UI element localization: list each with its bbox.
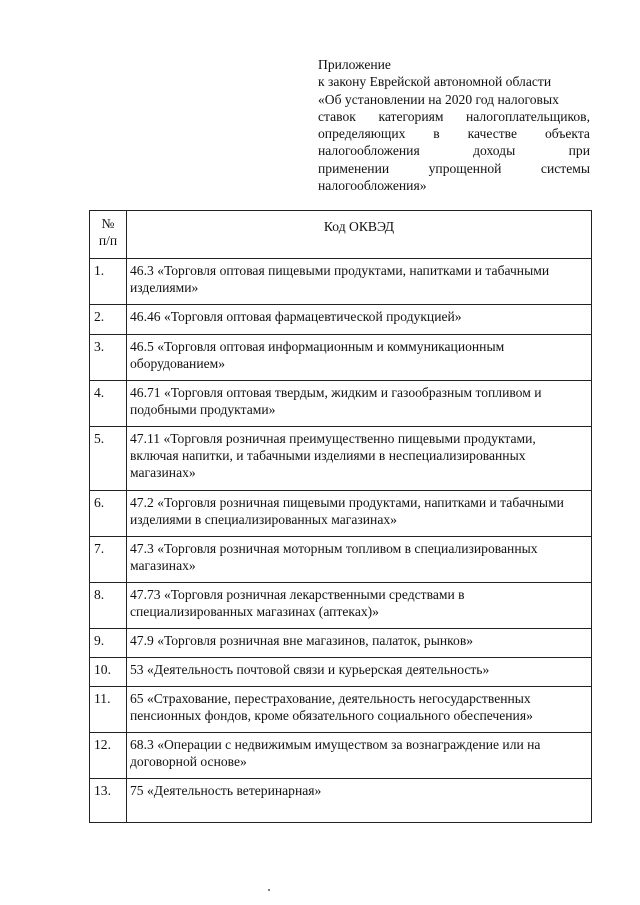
appendix-title: Приложение: [318, 57, 391, 72]
row-number: 10.: [90, 658, 127, 687]
row-number: 6.: [90, 491, 127, 537]
header-word: определяющих: [318, 126, 406, 142]
okved-code-text: 46.71 «Торговля оптовая твердым, жидким и газообразным топливом и подобными продуктами»: [127, 381, 592, 427]
header-word: применении: [318, 160, 390, 176]
header-word: объекта: [544, 126, 590, 142]
table-row: [90, 491, 592, 537]
appendix-law-name-line-4: [318, 142, 590, 159]
okved-code-text: 68.3 «Операции с недвижимым имуществом за вознаграждение или на договорной основе»: [127, 733, 592, 779]
header-word: качестве: [467, 126, 518, 142]
row-number: 1.: [90, 259, 127, 305]
row-number: 11.: [90, 687, 127, 733]
table-row: [90, 733, 592, 779]
table-row: [90, 658, 592, 687]
table-row: [90, 259, 592, 305]
okved-code-text: 46.46 «Торговля оптовая фармацевтической продукцией»: [127, 305, 592, 335]
table-row: [90, 583, 592, 629]
row-number: 9.: [90, 629, 127, 658]
row-number: 5.: [90, 427, 127, 491]
header-word: налогоплательщиков,: [465, 108, 590, 124]
table-header-row: [90, 211, 592, 259]
row-number: 2.: [90, 305, 127, 335]
okved-code-text: 47.9 «Торговля розничная вне магазинов, палаток, рынков»: [127, 629, 592, 658]
row-number: 4.: [90, 381, 127, 427]
num-header-symbol: №: [101, 216, 115, 231]
okved-code-text: 75 «Деятельность ветеринарная»: [127, 779, 592, 823]
header-word: налогообложения: [318, 143, 420, 159]
table-row: [90, 537, 592, 583]
row-number: 12.: [90, 733, 127, 779]
header-word: категориям: [378, 108, 444, 124]
okved-code-text: 47.11 «Торговля розничная преимущественно пищевыми продуктами, включая напитки, и табачными изделиями в неспециализированных магазинах»: [127, 427, 592, 491]
okved-code-text: 47.2 «Торговля розничная пищевыми продуктами, напитками и табачными изделиями в специализированных магазинах»: [127, 491, 592, 537]
table-row: [90, 305, 592, 335]
row-number: 3.: [90, 335, 127, 381]
okved-table: [89, 210, 592, 823]
okved-code-text: 47.73 «Торговля розничная лекарственными средствами в специализированных магазинах (аптеках)»: [127, 583, 592, 629]
appendix-law-name-line-6: налогообложения»: [318, 178, 427, 194]
header-word: ставок: [318, 108, 356, 124]
header-word: системы: [540, 160, 590, 176]
table-row: [90, 687, 592, 733]
okved-code-text: 46.5 «Торговля оптовая информационным и коммуникационным оборудованием»: [127, 335, 592, 381]
code-column-header: Код ОКВЭД: [127, 211, 592, 259]
appendix-law-name-line-3: [318, 125, 590, 142]
table-row: [90, 779, 592, 823]
okved-code-text: 53 «Деятельность почтовой связи и курьерская деятельность»: [127, 658, 592, 687]
row-number: 8.: [90, 583, 127, 629]
appendix-law-name-line-5: [318, 160, 590, 177]
header-word: доходы: [473, 143, 516, 159]
appendix-law-name-line-1: «Об установлении на 2020 год налоговых: [318, 91, 559, 107]
num-header-abbr: п/п: [98, 233, 118, 248]
header-word: в: [433, 126, 440, 142]
okved-code-text: 65 «Страхование, перестрахование, деятельность негосударственных пенсионных фондов, кроме обязательного социального обеспечения»: [127, 687, 592, 733]
appendix-law-name-line-2: [318, 108, 590, 125]
num-column-header: [90, 211, 127, 259]
row-number: 7.: [90, 537, 127, 583]
appendix-law-line: к закону Еврейской автономной области: [318, 74, 552, 90]
header-word: при: [568, 143, 590, 159]
okved-code-text: 46.3 «Торговля оптовая пищевыми продуктами, напитками и табачными изделиями»: [127, 259, 592, 305]
header-word: упрощенной: [428, 160, 502, 176]
okved-code-text: 47.3 «Торговля розничная моторным топливом в специализированных магазинах»: [127, 537, 592, 583]
row-number: 13.: [90, 779, 127, 823]
table-row: [90, 427, 592, 491]
table-row: [90, 381, 592, 427]
table-row: [90, 629, 592, 658]
appendix-header: [318, 56, 590, 194]
table-row: [90, 335, 592, 381]
scan-speck: [268, 889, 270, 891]
